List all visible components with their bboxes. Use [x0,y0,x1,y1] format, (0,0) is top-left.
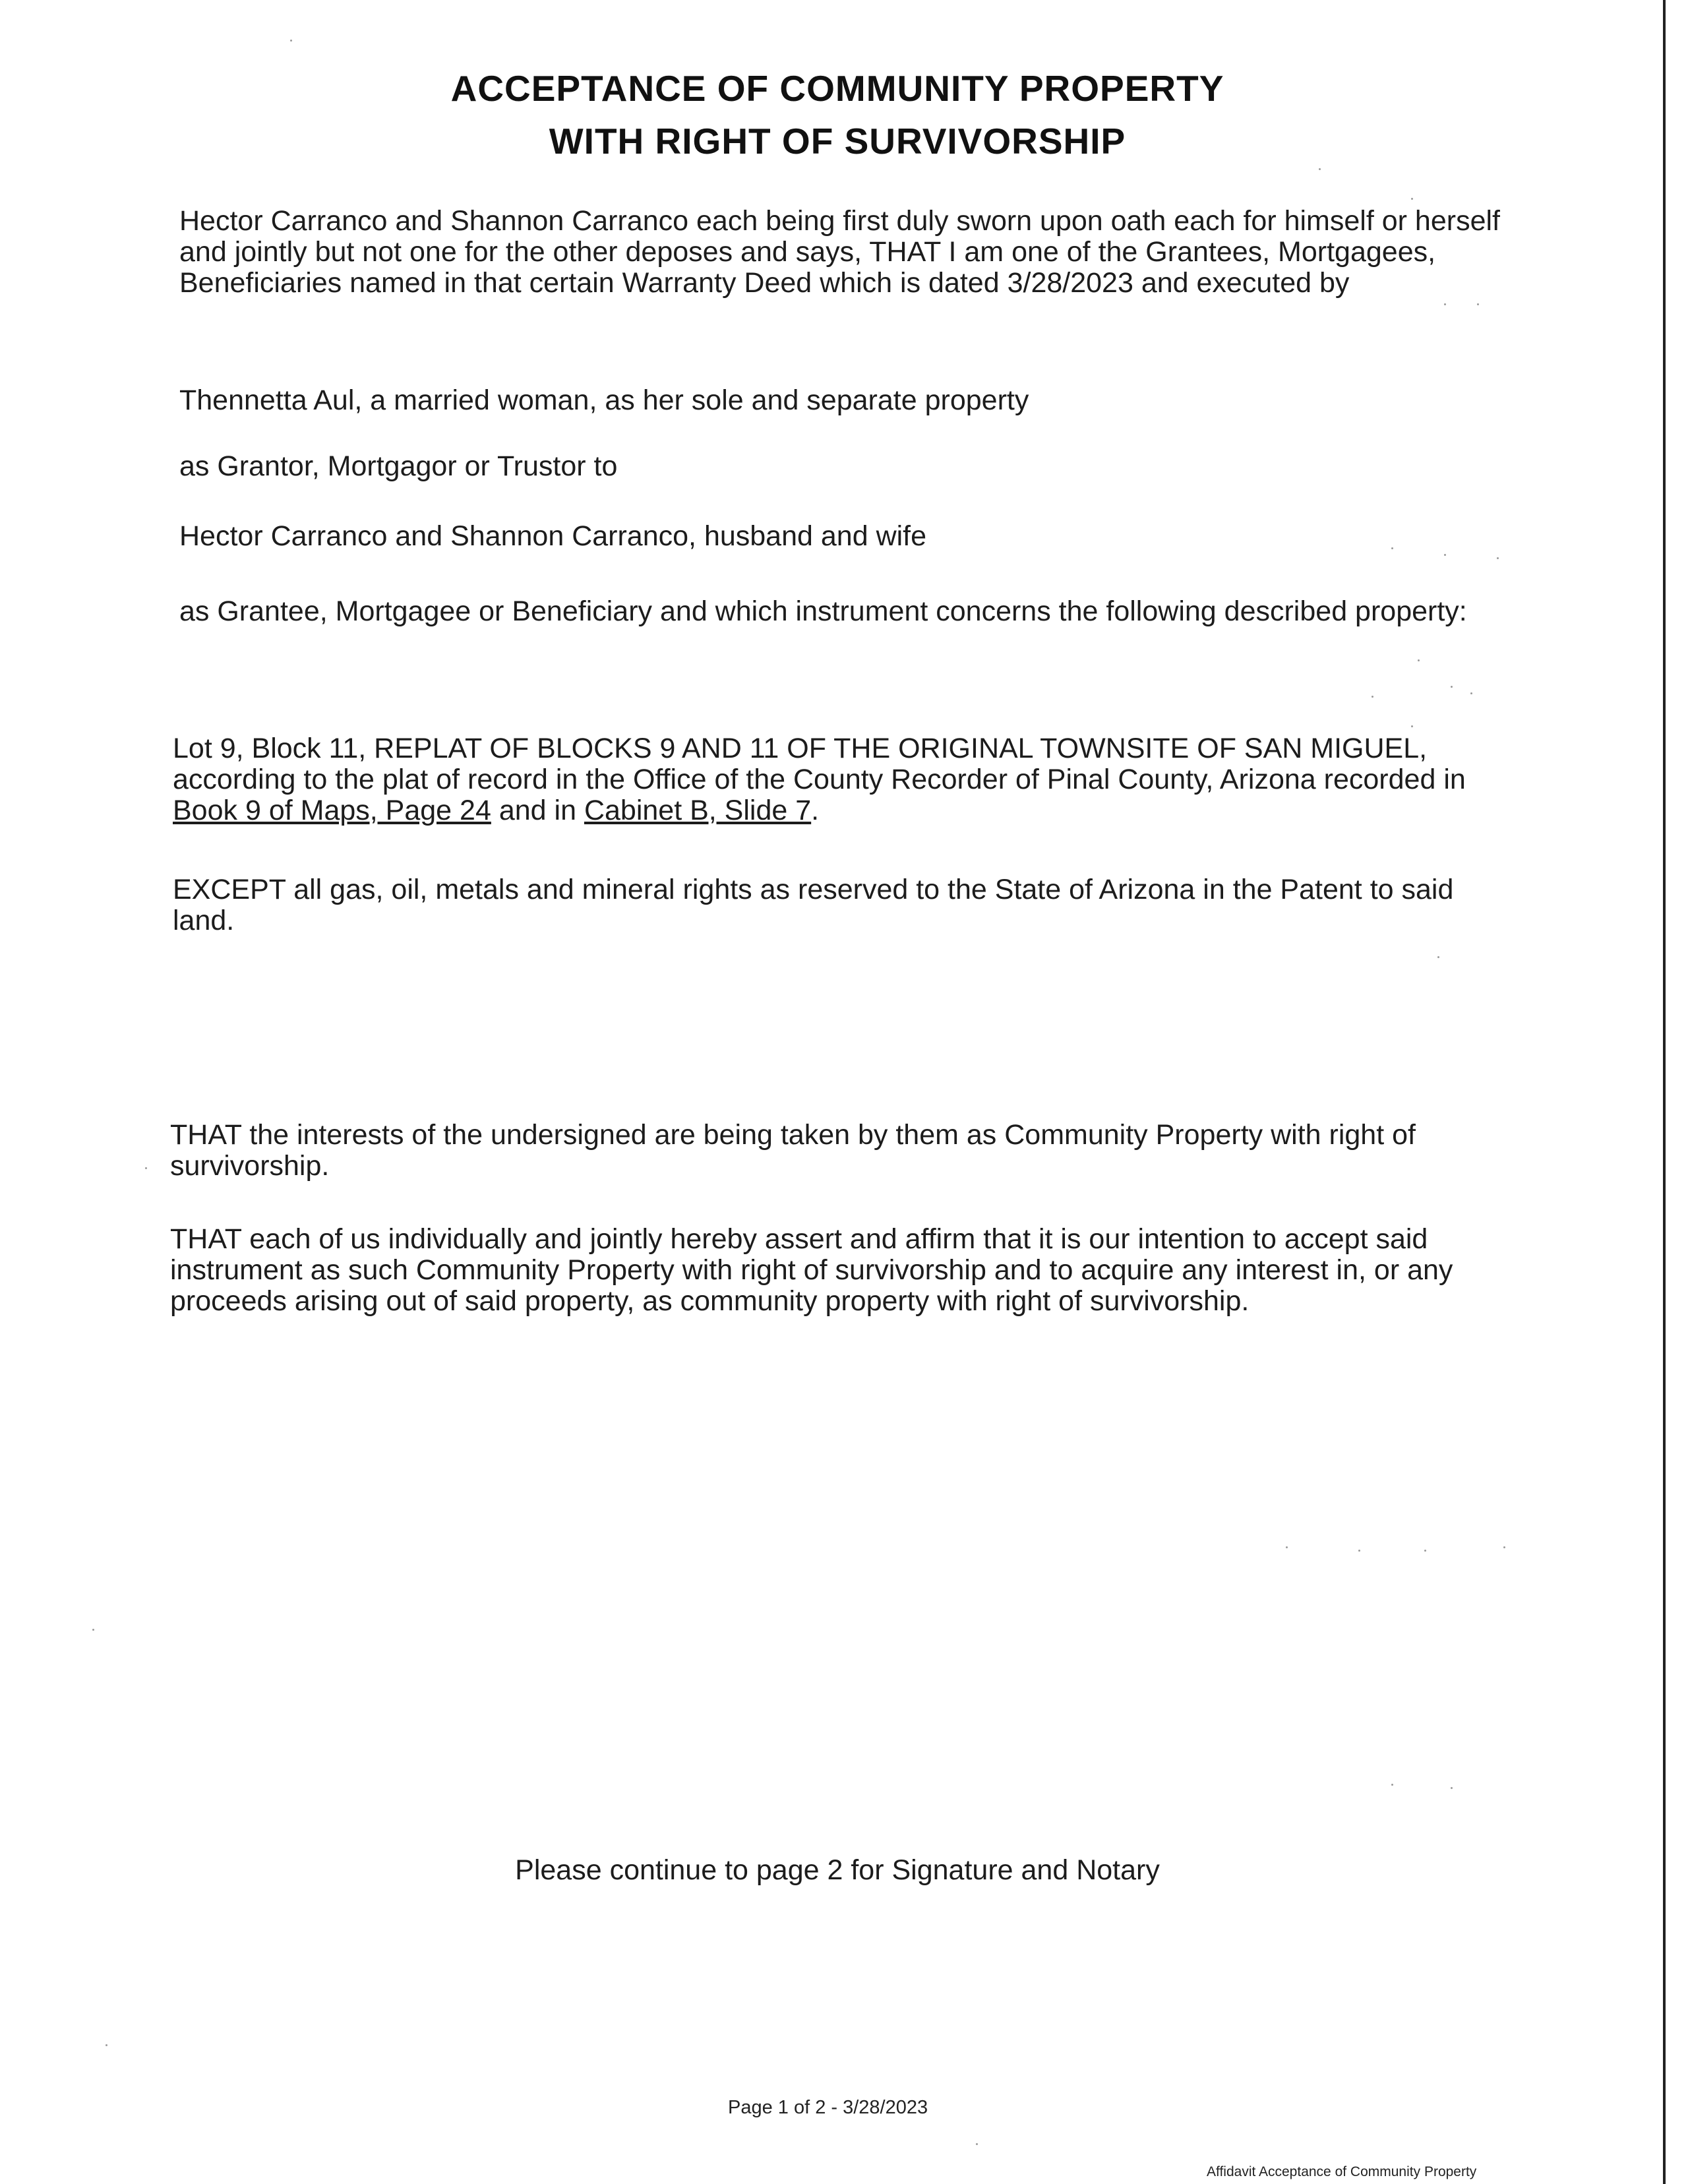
scan-speck [1451,686,1453,688]
scan-speck [106,2044,107,2046]
interests-paragraph: THAT the interests of the undersigned are being taken by them as Community Property with right of survivorship. [170,1119,1416,1182]
scan-speck [1470,692,1472,694]
scan-speck [1497,557,1499,559]
continuation-note: Please continue to page 2 for Signature and Notary [515,1854,1160,1886]
document-title-line-1: ACCEPTANCE OF COMMUNITY PROPERTY [450,68,1224,109]
book-reference: Book 9 of Maps, Page 24 [173,795,491,826]
scan-speck [1358,1550,1360,1552]
footer-document-label: Affidavit Acceptance of Community Property [1207,2164,1477,2179]
scan-speck [1451,1787,1453,1789]
scan-speck [1424,1550,1426,1552]
scan-speck [1411,725,1413,727]
scan-speck [1319,168,1321,170]
scan-speck [145,1167,147,1169]
scan-speck [976,2143,978,2145]
scan-speck [1444,554,1446,556]
legal-description-part-1: Lot 9, Block 11, REPLAT OF BLOCKS 9 AND 11 OF THE ORIGINAL TOWNSITE OF SAN MIGUEL, according to the plat of record in the Office of the County Recorder of Pinal County, Arizona recorded in [173,733,1466,795]
grantee-names: Hector Carranco and Shannon Carranco, husband and wife [179,520,927,552]
cabinet-reference: Cabinet B, Slide 7 [584,795,812,826]
scan-speck [92,1629,94,1631]
scan-speck [1477,303,1479,305]
footer-page-label: Page 1 of 2 - 3/28/2023 [728,2097,928,2118]
scan-speck [290,40,292,42]
scan-speck [1286,1546,1288,1548]
intro-paragraph: Hector Carranco and Shannon Carranco each being first duly sworn upon oath each for himself or herself and jointly but not one for the other deposes and says, THAT I am one of the Grantees, Mortgagees, Beneficiaries named in that certain Warranty Deed which is dated 3/28/2023 and executed by [179,205,1500,299]
intention-paragraph: THAT each of us individually and jointly hereby assert and affirm that it is our intention to accept said instrument as such Community Property with right of survivorship and to acquire any interest in, or any proceeds arising out of said property, as community property with right of survivorship. [170,1223,1453,1317]
as-grantee-line: as Grantee, Mortgagee or Beneficiary and which instrument concerns the following described property: [179,595,1467,627]
scan-speck [1437,956,1439,958]
grantor-name: Thennetta Aul, a married woman, as her sole and separate property [179,384,1029,416]
as-grantor-line: as Grantor, Mortgagor or Trustor to [179,450,618,482]
scan-speck [1503,1546,1505,1548]
legal-description [173,733,1505,826]
scan-speck [1391,1784,1393,1786]
scan-speck [1444,303,1446,305]
scan-speck [1372,696,1373,698]
scan-speck [1411,198,1413,200]
scan-speck [1391,547,1393,549]
scan-speck [1418,659,1420,661]
exception-paragraph: EXCEPT all gas, oil, metals and mineral rights as reserved to the State of Arizona in the Patent to said land. [173,874,1454,936]
document-title-line-2: WITH RIGHT OF SURVIVORSHIP [549,121,1126,162]
legal-description-part-2: and in [491,795,584,826]
legal-description-part-3: . [811,795,820,826]
